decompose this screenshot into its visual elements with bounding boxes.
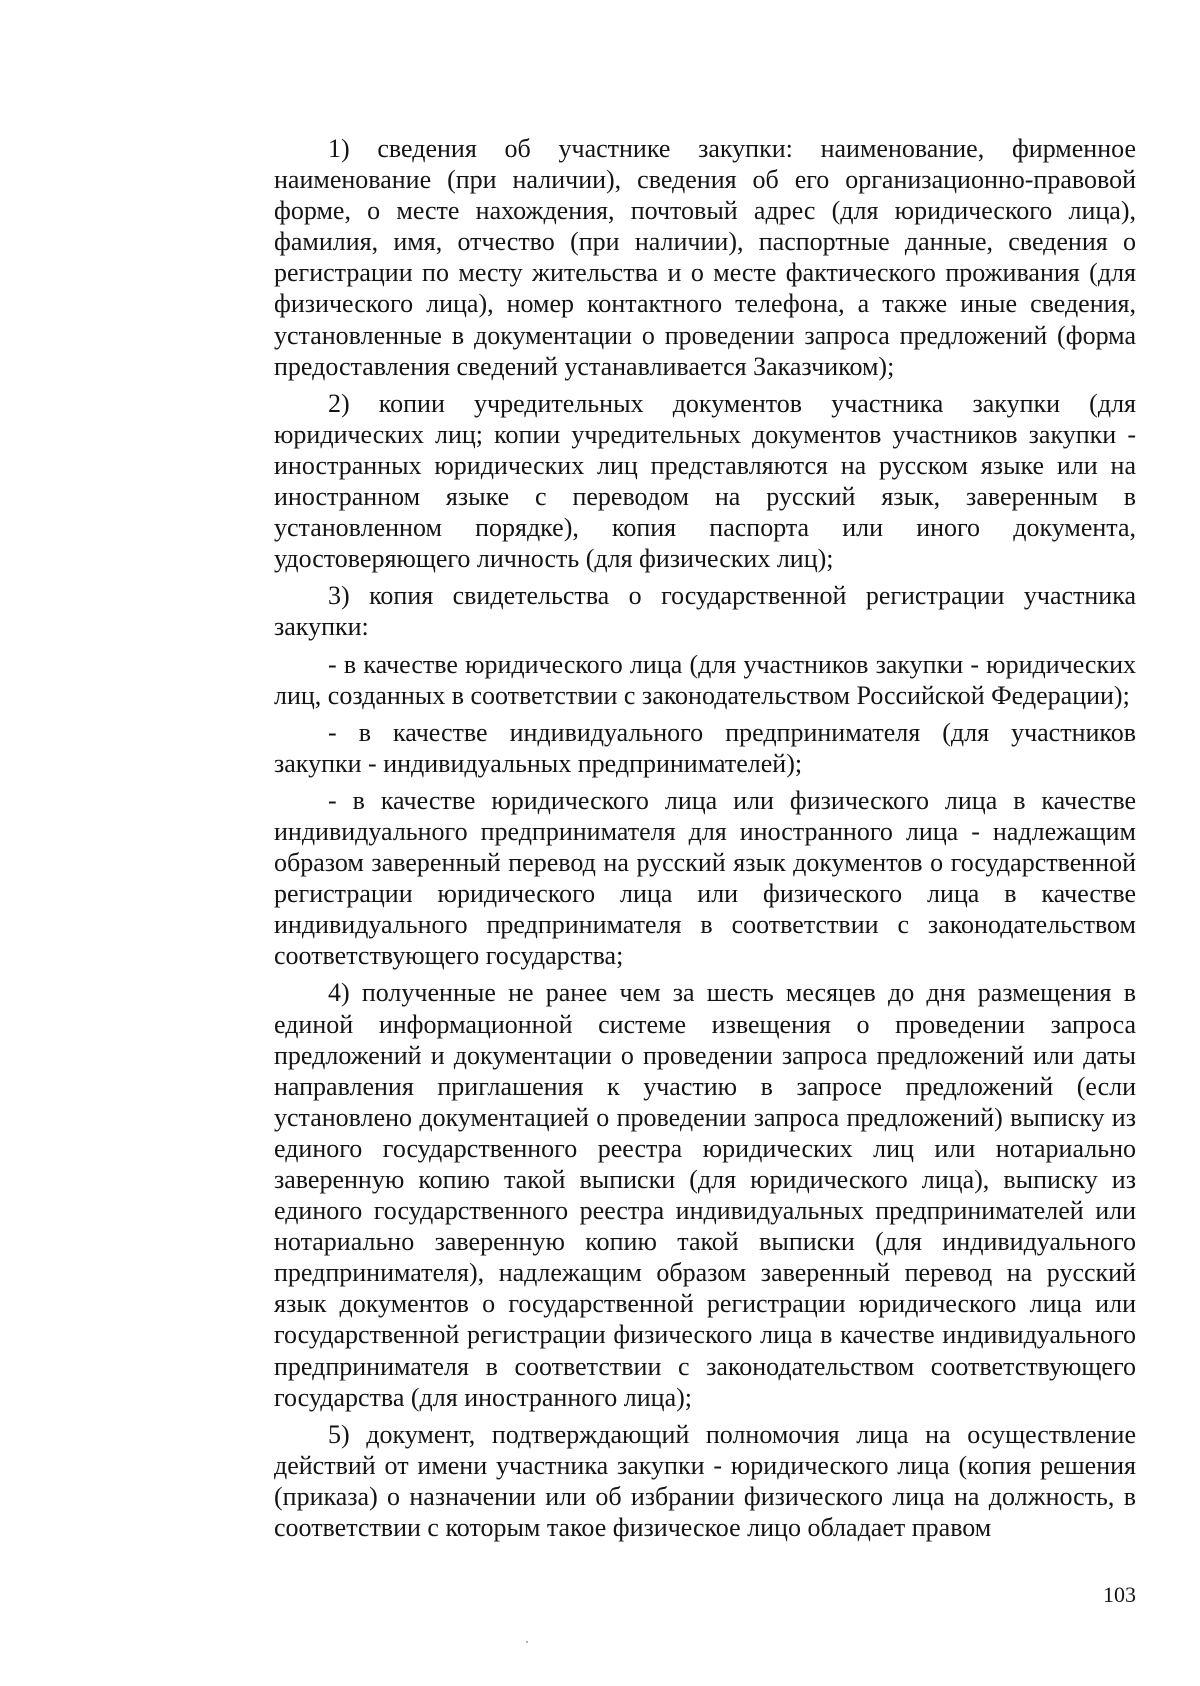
paragraph-item-3-individual-entrepreneur: - в качестве индивидуального предпринимателя (для участников закупки - индивидуальных предпринимателей); (274, 717, 1136, 778)
paragraph-item-3-legal-entity: - в качестве юридического лица (для участников закупки - юридических лиц, созданных в соответствии с законодательством Российской Федерации); (274, 649, 1136, 710)
paragraph-item-4: 4) полученные не ранее чем за шесть месяцев до дня размещения в единой информационной системе извещения о проведении запроса предложений и документации о проведении запроса предложений или даты направления приглашения к участию в запросе предложений (если установлено документацией о проведении запроса предложений) выписку из единого государственного реестра юридических лиц или нотариально заверенную копию такой выписки (для юридического лица), выписку из единого государственного реестра индивидуальных предпринимателей или нотариально заверенную копию такой выписки (для индивидуального предпринимателя), надлежащим образом заверенный перевод на русский язык документов о государственной регистрации юридического лица или государственной регистрации физического лица в качестве индивидуального предпринимателя в соответствии с законодательством соответствующего государства (для иностранного лица); (274, 978, 1136, 1412)
document-body (274, 133, 1136, 1549)
paragraph-item-5: 5) документ, подтверждающий полномочия лица на осуществление действий от имени участника закупки - юридического лица (копия решения (приказа) о назначении или об избрании физического лица на должность, в соответствии с которым такое физическое лицо обладает правом (274, 1419, 1136, 1543)
paragraph-item-1: 1) сведения об участнике закупки: наименование, фирменное наименование (при наличии), сведения об его организационно-правовой форме, о месте нахождения, почтовый адрес (для юридического лица), фамилия, имя, отчество (при наличии), паспортные данные, сведения о регистрации по месту жительства и о месте фактического проживания (для физического лица), номер контактного телефона, а также иные сведения, установленные в документации о проведении запроса предложений (форма предоставления сведений устанавливается Заказчиком); (274, 134, 1136, 381)
paragraph-item-2: 2) копии учредительных документов участника закупки (для юридических лиц; копии учредительных документов участников закупки - иностранных юридических лиц представляются на русском языке или на иностранном языке с переводом на русский язык, заверенным в установленном порядке), копия паспорта или иного документа, удостоверяющего личность (для физических лиц); (274, 388, 1136, 574)
scan-dot (526, 1641, 528, 1643)
page-number: 103 (1103, 1582, 1136, 1607)
paragraph-item-3-foreign-person: - в качестве юридического лица или физического лица в качестве индивидуального предпринимателя для иностранного лица - надлежащим образом заверенный перевод на русский язык документов о государственной регистрации юридического лица или физического лица в качестве индивидуального предпринимателя в соответствии с законодательством соответствующего государства; (274, 785, 1136, 971)
paragraph-item-3: 3) копия свидетельства о государственной регистрации участника закупки: (274, 581, 1136, 642)
